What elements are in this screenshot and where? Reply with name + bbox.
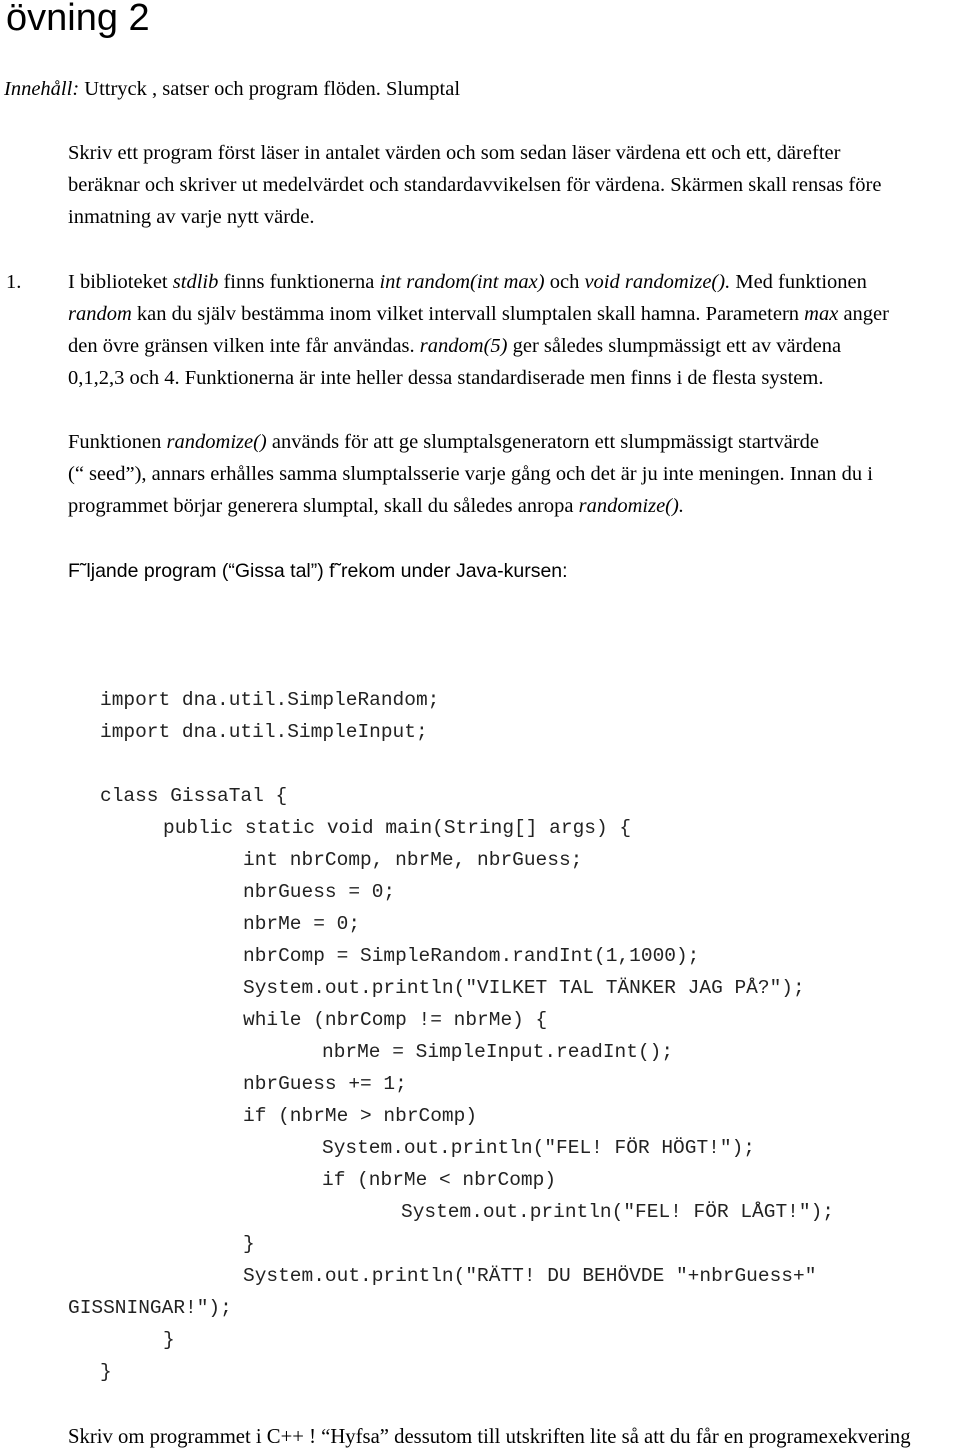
intro-text: Uttryck , satser och program flöden. Slumptal (79, 78, 461, 100)
text-segment: inmatning av varje nytt värde. (68, 206, 315, 228)
text-segment: finns funktionerna (218, 271, 380, 293)
italic-term: random(5) (419, 335, 508, 357)
closing-text: Skriv om programmet i C++ ! “Hyfsa” dessutom till utskriften lite så att du får en programexekvering (68, 1426, 911, 1448)
text-segment: (“ seed”), annars erhålles samma slumptalsserie varje gång och det är ju inte meningen. Innan du i (68, 463, 873, 485)
code-line: nbrGuess += 1; (243, 1073, 407, 1095)
code-line: class GissaTal { (100, 785, 288, 807)
text-segment: programmet börjar generera slumptal, skall du således anropa (68, 495, 579, 517)
text-line (68, 494, 684, 518)
text-line (68, 270, 867, 294)
code-line: } (243, 1233, 255, 1255)
text-line (68, 173, 881, 197)
text-segment: I biblioteket (68, 271, 173, 293)
page-title: övning 2 (6, 0, 150, 39)
code-line: } (163, 1329, 175, 1351)
text-line (68, 205, 315, 229)
intro-label: Innehåll: (4, 78, 80, 100)
text-segment: anger (838, 303, 889, 325)
list-number: 1. (6, 271, 22, 293)
italic-term: randomize(). (578, 495, 684, 517)
code-line: while (nbrComp != nbrMe) { (243, 1009, 548, 1031)
code-line: System.out.println("FEL! FÖR LÅGT!"); (401, 1201, 834, 1223)
text-line (68, 334, 841, 358)
code-line: nbrMe = 0; (243, 913, 361, 935)
code-line: public static void main(String[] args) { (163, 817, 632, 839)
text-line (68, 302, 889, 326)
text-segment: kan du själv bestämma inom vilket intervall slumptalen skall hamna. Parametern (131, 303, 805, 325)
code-line: import dna.util.SimpleRandom; (100, 689, 440, 711)
text-segment: ger således slumpmässigt ett av värdena (507, 335, 842, 357)
code-line: GISSNINGAR!"); (68, 1297, 232, 1319)
text-line (68, 430, 819, 454)
code-line: if (nbrMe > nbrComp) (243, 1105, 478, 1127)
text-line (68, 462, 873, 486)
code-line: nbrMe = SimpleInput.readInt(); (322, 1041, 674, 1063)
code-line: } (100, 1361, 112, 1383)
italic-term: max (804, 303, 839, 325)
text-segment: används för att ge slumptalsgeneratorn ett slumpmässigt startvärde (266, 431, 819, 453)
italic-term: int random(int max) (379, 271, 545, 293)
code-line: nbrGuess = 0; (243, 881, 396, 903)
text-segment: beräknar och skriver ut medelvärdet och standardavvikelsen för värdena. Skärmen skall rensas före (68, 174, 882, 196)
code-line: System.out.println("VILKET TAL TÄNKER JAG PÅ?"); (243, 977, 805, 999)
code-line: nbrComp = SimpleRandom.randInt(1,1000); (243, 945, 700, 967)
text-segment: den övre gränsen vilken inte får användas. (68, 335, 420, 357)
italic-term: stdlib (172, 271, 219, 293)
section-heading: F˜ljande program (“Gissa tal”) f˜rekom under Java-kursen: (68, 560, 568, 582)
text-segment: 0,1,2,3 och 4. Funktionerna är inte heller dessa standardiserade men finns i de flesta system. (68, 367, 824, 389)
code-line: System.out.println("RÄTT! DU BEHÖVDE "+nbrGuess+" (243, 1265, 817, 1287)
italic-term: randomize() (166, 431, 267, 453)
code-line: int nbrComp, nbrMe, nbrGuess; (243, 849, 583, 871)
text-segment: och (544, 271, 585, 293)
code-line: import dna.util.SimpleInput; (100, 721, 428, 743)
text-segment: Funktionen (68, 431, 167, 453)
italic-term: void randomize(). (584, 271, 731, 293)
text-line (68, 366, 823, 390)
text-segment: Med funktionen (730, 271, 867, 293)
italic-term: random (68, 303, 132, 325)
text-segment: Skriv ett program först läser in antalet värden och som sedan läser värdena ett och ett, därefter (68, 142, 841, 164)
intro-line (4, 77, 460, 101)
code-line: System.out.println("FEL! FÖR HÖGT!"); (322, 1137, 755, 1159)
text-line (68, 141, 840, 165)
code-line: if (nbrMe < nbrComp) (322, 1169, 557, 1191)
